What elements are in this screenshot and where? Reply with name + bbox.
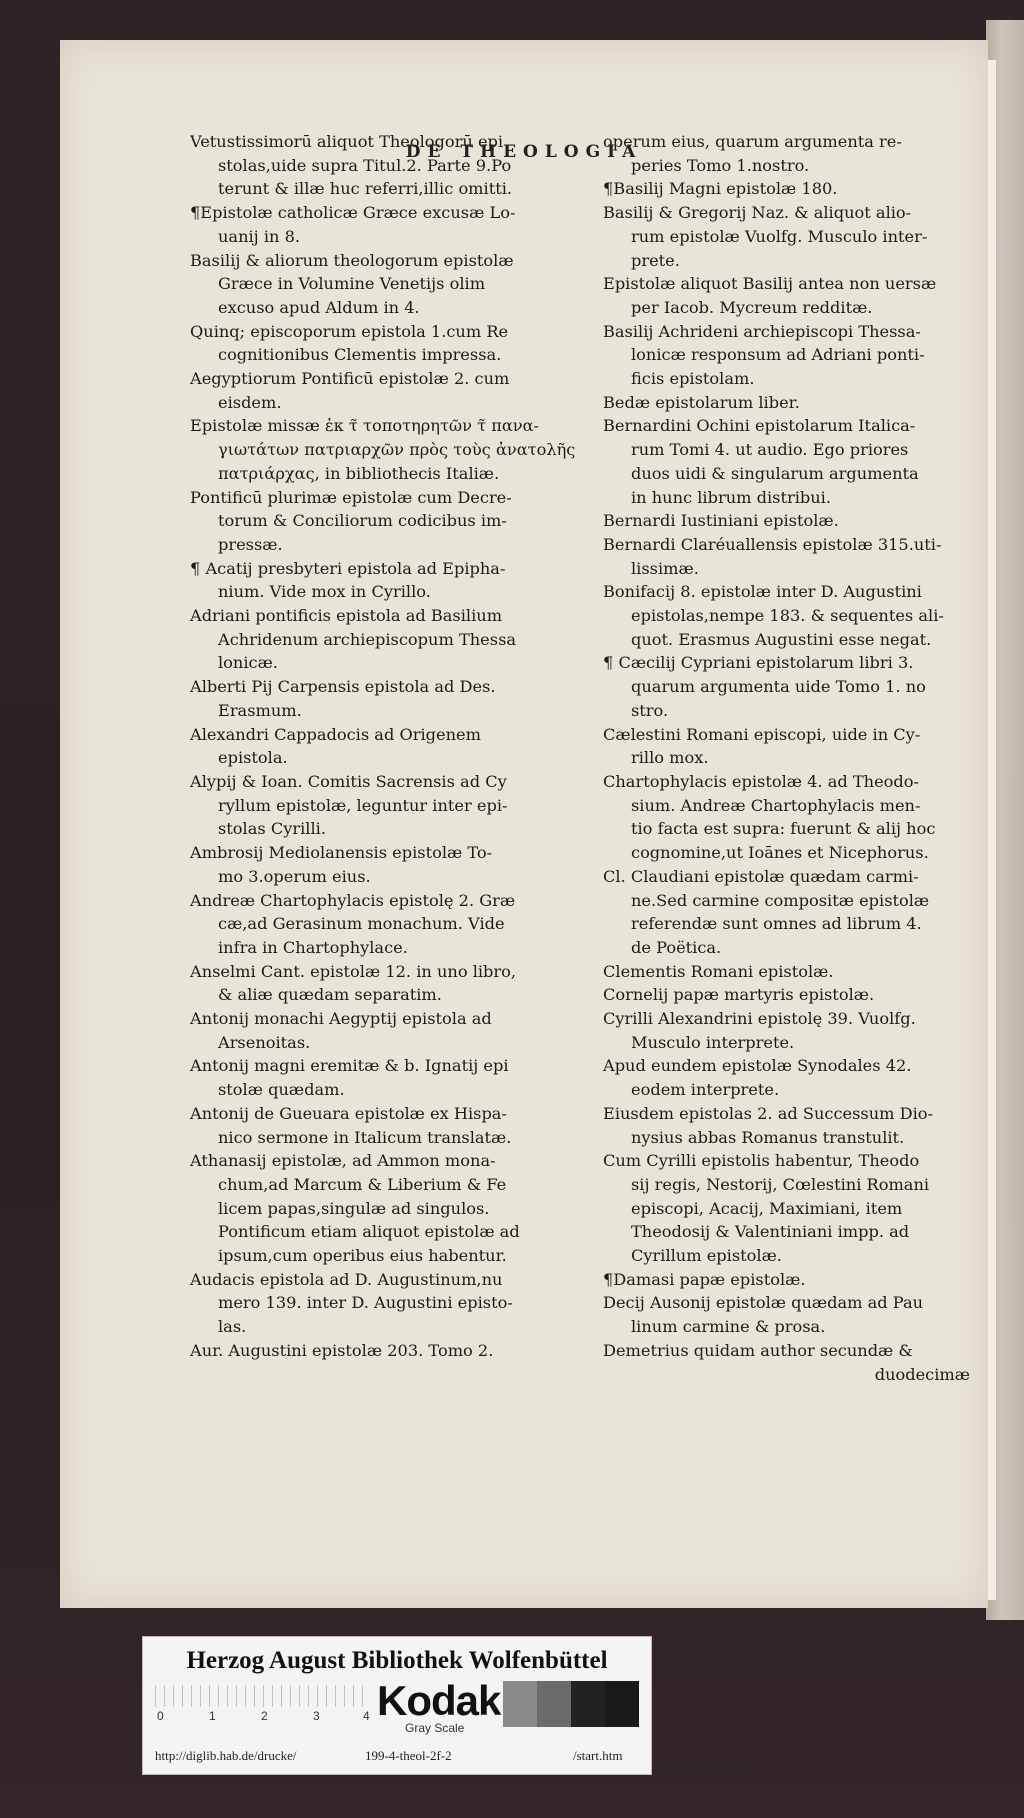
entry-line: ne.Sed carmine compositæ epistolæ [631,890,930,910]
catalog-entry [190,1102,604,1149]
entry-line: peries Tomo 1.nostro. [631,155,810,175]
tick-label: 2 [261,1709,268,1723]
entry-line: tio facta est supra: fuerunt & alij hoc [631,819,936,839]
entry-line: Cælestini Romani episcopi, uide in Cy- [603,724,921,744]
catalog-entry [603,1149,970,1268]
entry-line: excuso apud Aldum in 4. [218,297,420,317]
catalog-entry [190,960,604,1007]
entry-line: πατριάρχας, in bibliothecis Italiæ. [218,463,500,483]
gray-swatch [503,1681,537,1727]
shelfmark: 199-4-theol-2f-2 [365,1748,452,1763]
catchword: duodecimæ [874,1364,970,1384]
entry-line: Bernardi Iustiniani epistolæ. [603,511,839,531]
entry-line: ipsum,cum operibus eius habentur. [218,1246,507,1266]
catalog-entry [603,1268,970,1292]
gray-swatch [537,1681,571,1727]
entry-line: Antonij magni eremitæ & b. Ignatij epi [190,1056,509,1076]
catalog-entry [190,414,604,485]
catalog-entry [603,960,970,984]
tick-label: 1 [209,1709,216,1723]
entry-line: linum carmine & prosa. [631,1317,826,1337]
entry-line: Adriani pontificis epistola ad Basilium [190,606,503,626]
catalog-entry [603,533,970,580]
entry-line: episcopi, Acacij, Maximiani, item [631,1198,903,1218]
entry-line: nysius abbas Romanus transtulit. [631,1127,905,1147]
catalog-entry [190,201,604,248]
entry-line: lonicæ. [218,653,278,673]
entry-line: ¶ Cæcilij Cypriani epistolarum libri 3. [603,653,914,673]
catalog-entry [190,841,604,888]
entry-line: terunt & illæ huc referri,illic omitti. [218,179,513,199]
tick-label: 3 [313,1709,320,1723]
entry-line: epistolas,nempe 183. & sequentes ali- [631,606,944,626]
catalog-entry [603,320,970,391]
url-suffix: /start.htm [573,1748,623,1763]
entry-line: ¶Damasi papæ epistolæ. [603,1269,806,1289]
catalog-entry [603,723,970,770]
entry-line: las. [218,1317,247,1337]
entry-line: torum & Conciliorum codicibus im- [218,511,507,531]
entry-line: eisdem. [218,392,282,412]
entry-line: pressæ. [218,534,283,554]
entry-line: chum,ad Marcum & Liberium & Fe [218,1174,507,1194]
catalog-entry [190,889,604,960]
catalog-entry [603,272,970,319]
entry-line: rum Tomi 4. ut audio. Ego priores [631,440,909,460]
entry-line: Bedæ epistolarum liber. [603,392,800,412]
entry-line: ¶Basilij Magni epistolæ 180. [603,179,838,199]
catalog-entry [603,1339,970,1363]
entry-line: Aur. Augustini epistolæ 203. Tomo 2. [190,1340,494,1360]
entry-line: Bernardini Ochini epistolarum Italica- [603,416,916,436]
catalog-entry [190,1149,604,1268]
running-header: DE THEOLOGIA [405,142,643,162]
entry-line: Alexandri Cappadocis ad Origenem [190,724,481,744]
entry-line: Ambrosij Mediolanensis epistolæ To- [190,843,493,863]
entry-line: Athanasij epistolæ, ad Ammon mona- [190,1151,496,1171]
scale-ruler [155,1685,371,1707]
catalog-entry [603,1102,970,1149]
entry-line: Alypij & Ioan. Comitis Sacrensis ad Cy [190,771,507,791]
entry-line: cæ,ad Gerasinum monachum. Vide [218,914,505,934]
catalog-entry [603,770,970,865]
catalog-entry [603,1007,970,1054]
catalog-entry [190,1268,604,1339]
catalog-entry [190,1054,604,1101]
catalog-entry [603,130,970,177]
catalog-entry [603,1054,970,1101]
entry-line: rum epistolæ Vuolfg. Musculo inter- [631,226,928,246]
entry-line: Erasmum. [218,700,302,720]
archive-label [142,1636,652,1775]
entry-line: lissimæ. [631,558,699,578]
right-column [603,130,970,1386]
entry-line: Audacis epistola ad D. Augustinum,nu [190,1269,503,1289]
tick-label: 4 [363,1709,370,1723]
catalog-entry [603,983,970,1007]
entry-line: Cornelij papæ martyris epistolæ. [603,985,875,1005]
catalog-entry [603,391,970,415]
catalog-entry [603,414,970,509]
catalog-entry [603,177,970,201]
entry-line: uanij in 8. [218,226,301,246]
tick-label: 0 [157,1709,164,1723]
entry-line: Eiusdem epistolas 2. ad Successum Dio- [603,1103,934,1123]
entry-line: eodem interprete. [631,1080,780,1100]
entry-line: mo 3.operum eius. [218,866,371,886]
entry-line: Theodosij & Valentiniani impp. ad [631,1222,910,1242]
catalog-entry [190,723,604,770]
catalog-entry [603,201,970,272]
entry-line: Anselmi Cant. epistolæ 12. in uno libro, [190,961,517,981]
entry-line: Cyrilli Alexandrini epistolę 39. Vuolfg. [603,1009,916,1029]
entry-line: lonicæ responsum ad Adriani ponti- [631,345,925,365]
entry-line: de Poëtica. [631,937,722,957]
entry-line: epistola. [218,748,288,768]
catalog-entry [190,675,604,722]
entry-line: mero 139. inter D. Augustini episto- [218,1293,513,1313]
catalog-entry [603,651,970,722]
entry-line: infra in Chartophylace. [218,937,408,957]
entry-line: ryllum epistolæ, leguntur inter epi- [218,795,508,815]
entry-line: & aliæ quædam separatim. [218,985,442,1005]
entry-line: sium. Andreæ Chartophylacis men- [631,795,921,815]
entry-line: Apud eundem epistolæ Synodales 42. [603,1056,912,1076]
entry-line: ¶ Acatij presbyteri epistola ad Epipha- [190,558,506,578]
catalog-entry [190,320,604,367]
entry-line: Pontificū plurimæ epistolæ cum Decre- [190,487,512,507]
entry-line: stolæ quædam. [218,1080,345,1100]
entry-line: Demetrius quidam author secundæ & [603,1340,913,1360]
entry-line: Basilij & Gregorij Naz. & aliquot alio- [603,203,912,223]
entry-line: Chartophylacis epistolæ 4. ad Theodo- [603,771,919,791]
entry-line: Bonifacij 8. epistolæ inter D. Augustini [603,582,922,602]
catalog-entry [190,1007,604,1054]
catalog-entry [190,1339,604,1363]
entry-line: Clementis Romani epistolæ. [603,961,834,981]
entry-line: Musculo interprete. [631,1032,795,1052]
entry-line: cognomine,ut Ioānes et Nicephorus. [631,843,929,863]
entry-line: Græce in Volumine Venetijs olim [218,274,486,294]
entry-line: quarum argumenta uide Tomo 1. no [631,677,926,697]
catalog-entry [190,130,604,201]
catalog-entry [190,604,604,675]
entry-line: Achridenum archiepiscopum Thessa [218,629,517,649]
entry-line: Cum Cyrilli epistolis habentur, Theodo [603,1151,920,1171]
entry-line: ¶Epistolæ catholicæ Græce excusæ Lo- [190,203,516,223]
entry-line: γιωτάτων πατριαρχῶν πρὸς τοὺς ἀνατολῆς [218,440,576,460]
entry-line: Andreæ Chartophylacis epistolę 2. Græ [190,890,516,910]
catalog-entry [603,1291,970,1338]
entry-line: Pontificum etiam aliquot epistolæ ad [218,1222,520,1242]
entry-line: Basilij Achrideni archiepiscopi Thessa- [603,321,921,341]
entry-line: nico sermone in Italicum translatæ. [218,1127,512,1147]
entry-line: quot. Erasmus Augustini esse negat. [631,629,932,649]
entry-line: operum eius, quarum argumenta re- [603,132,902,151]
entry-line: ficis epistolam. [631,369,755,389]
entry-line: rillo mox. [631,748,709,768]
entry-line: sij regis, Nestorij, Cœlestini Romani [631,1174,930,1194]
catalog-entry [190,249,604,320]
entry-line: duos uidi & singularum argumenta [631,463,919,483]
gray-swatches [503,1681,639,1727]
entry-line: nium. Vide mox in Cyrillo. [218,582,431,602]
kodak-logo: Kodak [377,1677,501,1724]
entry-line: Basilij & aliorum theologorum epistolæ [190,250,514,270]
entry-line: Decij Ausonij epistolæ quædam ad Pau [603,1293,924,1313]
catalog-entry [603,865,970,960]
entry-line: Antonij monachi Aegyptij epistola ad [190,1009,492,1029]
catalog-entry [190,486,604,557]
catalog-entry [190,770,604,841]
entry-line: Cl. Claudiani epistolæ quædam carmi- [603,866,919,886]
entry-line: in hunc librum distribui. [631,487,831,507]
entry-line: Alberti Pij Carpensis epistola ad Des. [190,677,496,697]
library-name: Herzog August Bibliothek Wolfenbüttel [186,1647,608,1674]
entry-line: Aegyptiorum Pontificū epistolæ 2. cum [190,369,510,389]
entry-line: referendæ sunt omnes ad librum 4. [631,914,922,934]
catalog-entry [603,509,970,533]
entry-line: Bernardi Claréuallensis epistolæ 315.uti- [603,534,942,554]
gray-swatch [571,1681,605,1727]
gray-scale-caption: Gray Scale [405,1721,465,1735]
entry-line: Arsenoitas. [218,1032,311,1052]
catalog-entry [190,557,604,604]
left-column [190,130,604,1363]
gray-swatch [605,1681,639,1727]
entry-line: prete. [631,250,680,270]
entry-line: per Iacob. Mycreum redditæ. [631,297,873,317]
catalog-entry [190,367,604,414]
entry-line: stro. [631,700,669,720]
entry-line: Epistolæ aliquot Basilij antea non uersæ [603,274,937,294]
entry-line: Quinq; episcoporum epistola 1.cum Re [190,321,509,341]
entry-line: stolas,uide supra Titul.2. Parte 9.Po [218,155,512,175]
catalog-entry [603,580,970,651]
entry-line: Vetustissimorū aliquot Theologorū epi [190,132,504,151]
entry-line: Antonij de Gueuara epistolæ ex Hispa- [190,1103,507,1123]
entry-line: cognitionibus Clementis impressa. [218,345,502,365]
entry-line: Epistolæ missæ ἐκ τ̃ τοποτηρητῶν τ̃ πανα- [190,416,540,436]
url-prefix: http://diglib.hab.de/drucke/ [155,1748,297,1763]
entry-line: licem papas,singulæ ad singulos. [218,1198,490,1218]
entry-line: stolas Cyrilli. [218,819,326,839]
entry-line: Cyrillum epistolæ. [631,1246,782,1266]
